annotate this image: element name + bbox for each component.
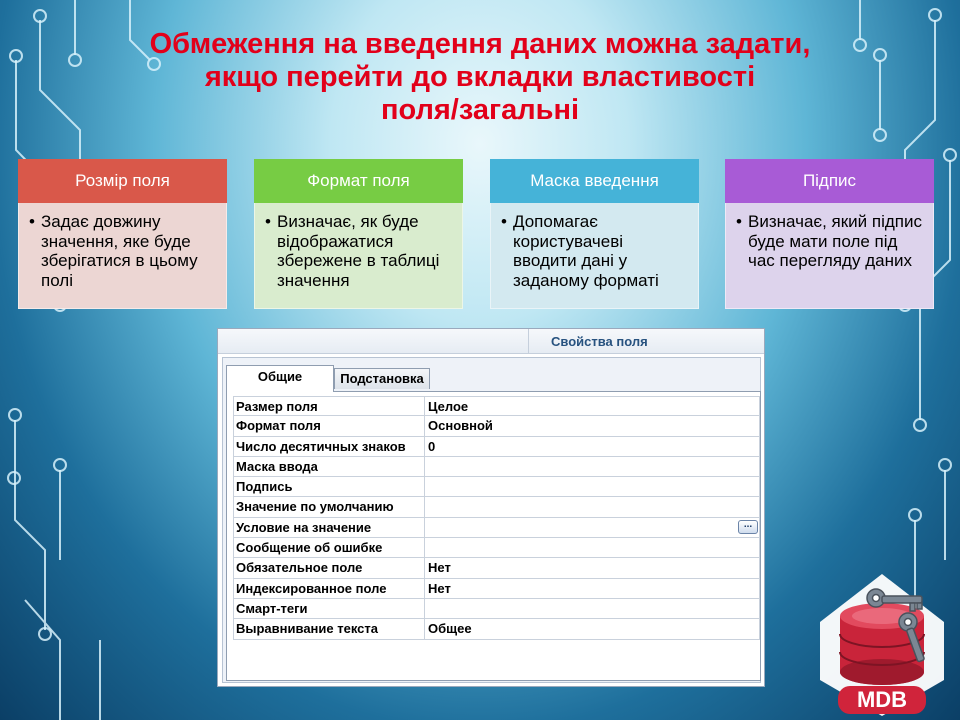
card-heading: Розмір поля [18,159,227,203]
property-name: Индексированное поле [233,579,425,598]
card-text: Визначає, який підпис буде мати поле під час перегляду даних [748,212,922,270]
property-value[interactable] [425,599,760,618]
database-keys-icon [812,572,952,718]
card-input-mask [490,159,699,309]
title-line-1: Обмеження на введення даних можна задати, [149,28,811,60]
card-body [254,203,463,309]
property-value[interactable]: Нет [425,558,760,577]
logo-label: MDB [856,687,908,712]
bullet-dot: • [501,212,507,231]
property-value[interactable] [425,497,760,516]
property-name: Формат поля [233,416,425,435]
property-row[interactable] [233,538,760,558]
card-heading: Формат поля [254,159,463,203]
property-row[interactable] [233,518,760,538]
card-text: Задає довжину значення, яке буде зберігатися в цьому полі [41,212,198,290]
property-name: Условие на значение [233,518,425,537]
title-line-2: якщо перейти до вкладки властивості [204,61,756,93]
properties-grid-panel [226,391,761,681]
property-row[interactable] [233,437,760,457]
panel-header [218,329,764,354]
card-text: Допомагає користувачеві вводити дані у заданому форматі [513,212,659,290]
properties-grid [233,396,760,640]
bullet-dot: • [736,212,742,231]
panel-caption: Свойства поля [551,334,648,349]
card-body [725,203,934,309]
property-row[interactable] [233,457,760,477]
property-value[interactable]: Целое [425,397,760,415]
property-name: Размер поля [233,397,425,415]
bullet-dot: • [29,212,35,231]
property-row[interactable] [233,396,760,416]
header-divider [528,329,529,353]
property-name: Подпись [233,477,425,496]
property-name: Значение по умолчанию [233,497,425,516]
property-row[interactable] [233,599,760,619]
bullet-dot: • [265,212,271,231]
card-heading: Підпис [725,159,934,203]
property-name: Сообщение об ошибке [233,538,425,557]
card-field-size [18,159,227,309]
property-row[interactable] [233,619,760,639]
card-text: Визначає, як буде відображатися збережене в таблиці значення [277,212,440,290]
expression-builder-button[interactable]: ... [738,520,758,534]
card-field-format [254,159,463,309]
property-value[interactable] [425,457,760,476]
property-name: Маска ввода [233,457,425,476]
property-name: Выравнивание текста [233,619,425,638]
property-name: Смарт-теги [233,599,425,618]
property-row[interactable] [233,477,760,497]
property-value[interactable] [425,518,760,537]
property-row[interactable] [233,579,760,599]
title-line-3: поля/загальні [380,94,580,126]
property-value[interactable]: Основной [425,416,760,435]
property-row[interactable] [233,497,760,517]
property-value[interactable]: 0 [425,437,760,456]
card-body [18,203,227,309]
property-row[interactable] [233,416,760,436]
property-name: Обязательное поле [233,558,425,577]
property-value[interactable] [425,477,760,496]
card-heading: Маска введення [490,159,699,203]
property-row[interactable] [233,558,760,578]
tab-lookup[interactable]: Подстановка [334,368,430,389]
tab-general[interactable]: Общие [226,365,334,392]
property-name: Число десятичных знаков [233,437,425,456]
property-value[interactable] [425,538,760,557]
property-value[interactable]: Общее [425,619,760,638]
card-caption [725,159,934,309]
card-body [490,203,699,309]
field-properties-panel [217,328,765,687]
slide-title [80,28,880,127]
property-value[interactable]: Нет [425,579,760,598]
